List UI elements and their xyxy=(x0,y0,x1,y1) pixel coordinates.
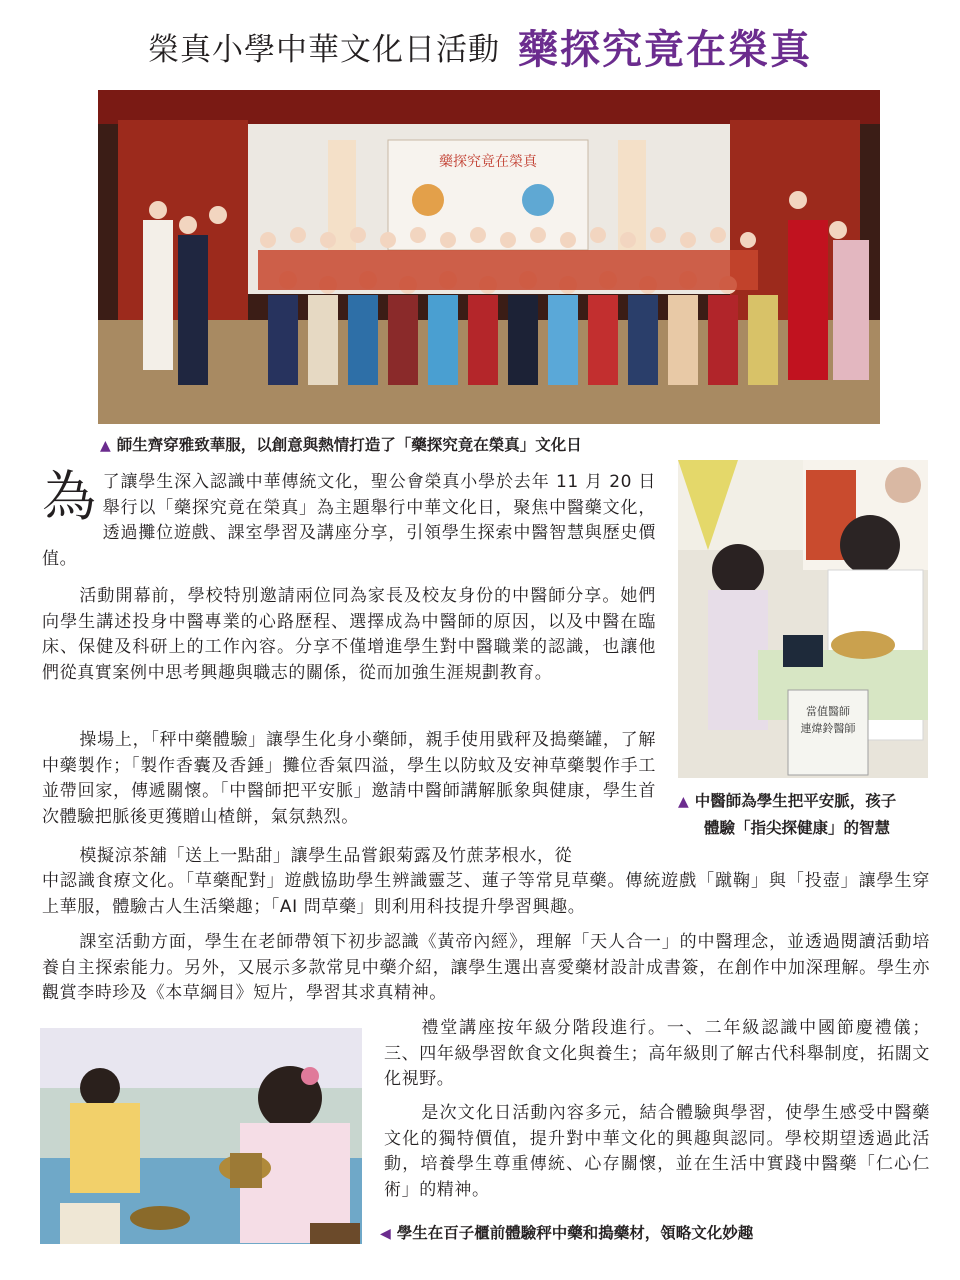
paragraph-classroom: 課室活動方面，學生在老師帶領下初步認識《黃帝內經》，理解「天人合一」的中醫理念，並透過閱讀活動培養自主探索能力。另外，又展示多款常見中藥介紹，讓學生選出喜愛藥材設計成書簽，在創作中加深理解。學生亦觀賞李時珍及《本草綱目》短片，學習其求真精神。 xyxy=(42,932,930,1003)
title-main: 榮真小學中華文化日活動 xyxy=(148,32,500,68)
triangle-up-icon: ▲ xyxy=(678,794,689,810)
paragraph-herbal-tea: 中認識食療文化。「草藥配對」遊戲協助學生辨識靈芝、蓮子等常見草藥。傳統遊戲「蹴鞠」與「投壺」讓學生穿上華服，體驗古人生活樂趣；「AI 問草藥」則利用科技提升學習興趣。 xyxy=(42,871,930,917)
group-photo-caption: ▲ 師生齊穿雅致華服，以創意與熱情打造了「藥探究竟在榮真」文化日 xyxy=(100,436,582,454)
paragraph-herbal-tea-line1: 模擬涼茶舖「送上一點甜」讓學生品嘗銀菊露及竹蔗茅根水，從 xyxy=(79,846,573,866)
paragraph-playground-booths: 操場上，「秤中藥體驗」讓學生化身小藥師，親手使用戥秤及搗藥罐，了解中藥製作；「製作香囊及香錘」攤位香氣四溢，學生以防蚊及安神草藥製作手工並帶回家，傳遞關懷。「中醫師把平安脈」邀請中醫師講解脈象與健康，學生首次體驗把脈後更獲贈山楂餅，氣氛熱烈。 xyxy=(42,730,656,827)
paragraph-hall-talks: 禮堂講座按年級分階段進行。一、二年級認識中國節慶禮儀；三、四年級學習飲食文化與養生；高年級則了解古代科舉制度，拓闊文化視野。 xyxy=(384,1018,930,1089)
dropcap: 為 xyxy=(42,465,97,528)
pulse-photo xyxy=(678,460,928,778)
paragraph-intro: 為了讓學生深入認識中華傳統文化，聖公會榮真小學於去年 11 月 20 日舉行以「藥探究竟在榮真」為主題舉行中華文化日，聚焦中醫藥文化，透過攤位遊戲、課室學習及講座分享，引領學生探索中醫智慧與歷史價值。 xyxy=(42,465,656,569)
banner-heading: 藥探究竟在榮真 xyxy=(439,154,537,170)
doctor-sign-line2: 連煒鈴醫師 xyxy=(800,722,856,735)
group-photo xyxy=(98,90,880,424)
pulse-photo-caption: ▲ 中醫師為學生把平安脈，孩子 體驗「指尖探健康」的智慧 xyxy=(678,792,897,837)
herb-pounding-photo xyxy=(40,1028,362,1244)
doctor-sign-line1: 當值醫師 xyxy=(806,705,850,718)
paragraph-conclusion: 是次文化日活動內容多元，結合體驗與學習，使學生感受中醫藥文化的獨特價值，提升對中華文化的興趣與認同。學校期望透過此活動，培養學生尊重傳統、心存關懷，並在生活中實踐中醫藥「仁心仁術」的精神。 xyxy=(384,1103,930,1200)
triangle-left-icon: ◀ xyxy=(380,1226,391,1242)
paragraph-opening-sharing: 活動開幕前，學校特別邀請兩位同為家長及校友身份的中醫師分享。她們向學生講述投身中醫專業的心路歷程、選擇成為中醫師的原因，以及中醫在臨床、保健及科研上的工作內容。分享不僅增進學生對中醫職業的認識，也讓他們從真實案例中思考興趣與職志的關係，從而加強生涯規劃教育。 xyxy=(42,586,656,683)
page-title xyxy=(0,18,960,75)
triangle-up-icon: ▲ xyxy=(100,438,111,454)
herb-pounding-caption: ◀ 學生在百子櫃前體驗秤中藥和搗藥材，領略文化妙趣 xyxy=(380,1224,754,1242)
title-highlight: 藥探究竟在榮真 xyxy=(518,27,812,73)
